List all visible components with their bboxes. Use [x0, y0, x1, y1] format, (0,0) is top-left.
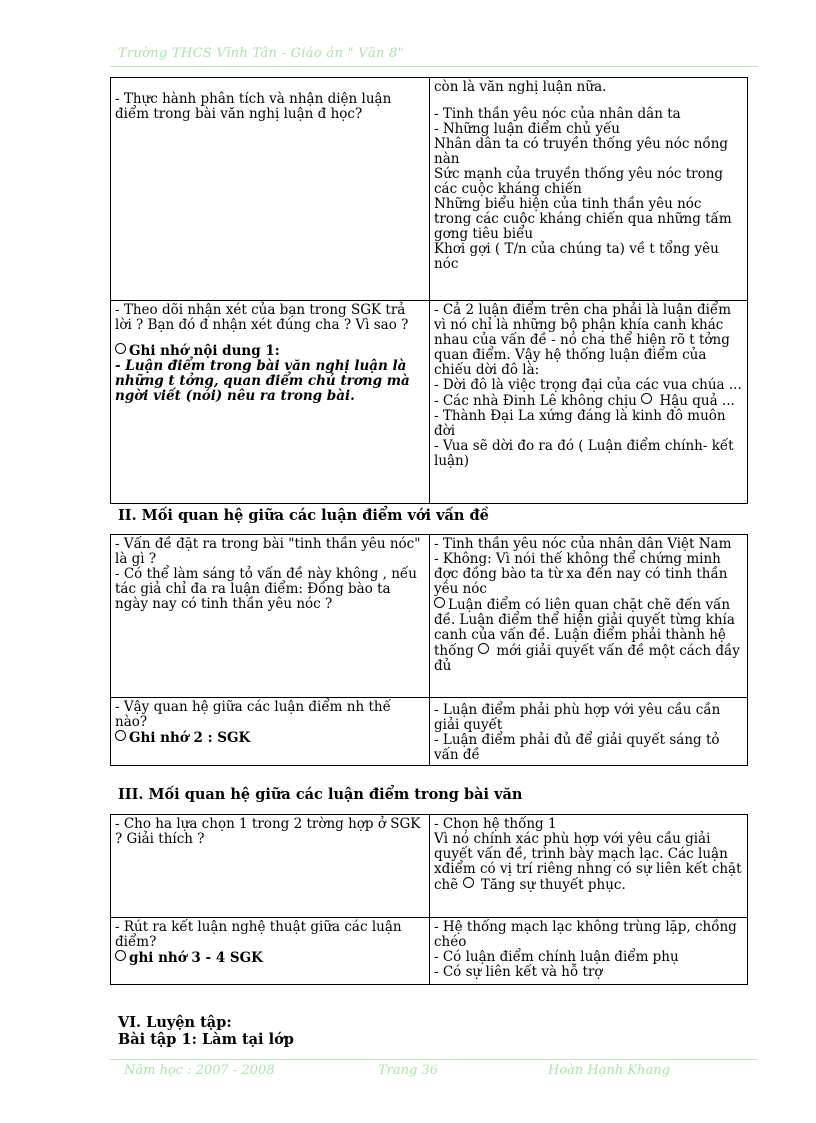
footer-page: Trang 36 — [378, 1063, 439, 1078]
table2-right-b — [430, 698, 748, 766]
circle-bullet-icon — [115, 343, 126, 354]
table3-right-b — [430, 918, 748, 985]
answer-line: - Có luận điểm chính luận điểm phụ — [434, 949, 679, 965]
answer-line: - Không: Vì nói thế không thể chứng minh đợc đồng bào ta từ xa đến nay có tinh thần yêu nóc — [434, 551, 728, 597]
answer-line: còn là văn nghị luận nữa. — [434, 79, 607, 95]
table3-left-a — [111, 815, 430, 918]
answer-line: Sức mạnh của truyền thống yêu nóc trong các cuộc kháng chiến — [434, 166, 724, 197]
answer-line: - Cả 2 luận điểm trên cha phải là luận điểm vì nó chỉ là những bộ phận khía canh khác nhau của vấn đề - nó cha thể hiện rõ t tởng quan điểm. Vậy hệ thống luận điểm của chiếu dời đô là: — [434, 302, 732, 378]
answer-line: - Luận điểm phải đủ để giải quyết sáng tỏ vấn đề — [434, 732, 720, 763]
practice-heading: VI. Luyện tập: — [118, 1014, 232, 1031]
question-text: - Theo dõi nhận xét của bạn trong SGK trả lời ? Bạn đó đ nhận xét đúng cha ? Vì sao ? — [115, 302, 409, 333]
footer-rule — [110, 1059, 758, 1060]
answer-line: Khơi gợi ( T/n của chúng ta) về t tổng yêu nóc — [434, 241, 719, 272]
section-3-heading: III. Mối quan hệ giữa các luận điểm trong bài văn — [118, 786, 523, 803]
answer-line: - Tinh thần yêu nóc của nhân dân ta — [434, 106, 681, 122]
answer-line: - Luận điểm phải phù hợp với yêu cầu cần giải quyết — [434, 702, 721, 733]
table1-right-b — [430, 301, 748, 504]
exercise-title: Bài tập 1: Làm tại lớp — [118, 1031, 294, 1048]
answer-line: Những biểu hiện của tinh thần yêu nóc trong các cuộc kháng chiến qua những tấm gơng tiêu biểu — [434, 196, 732, 242]
table-1 — [110, 77, 748, 504]
circle-bullet-icon — [478, 643, 489, 654]
circle-bullet-icon — [463, 877, 474, 888]
answer-line: - Thành Đại La xứng đáng là kinh đô muôn đời — [434, 408, 726, 439]
footer-year: Năm học : 2007 - 2008 — [124, 1063, 275, 1078]
question-text: - Vậy quan hệ giữa các luận điểm nh thế nào? — [115, 699, 391, 730]
answer-line: Luận điểm có liên quan chặt chẽ đến vấn đề. Luận điểm thể hiện giải quyết từng khía canh của vấn đề. Luận điểm phải thành hệ thống mới giải quyết vấn đề một cách đầy đủ — [434, 597, 740, 674]
question-text: - Thực hành phân tích và nhận diện luận điểm trong bài văn nghị luận đ học? — [115, 91, 392, 122]
table3-left-b — [111, 918, 430, 985]
note-title: Ghi nhớ 2 : SGK — [115, 730, 425, 746]
answer-line: - Chọn hệ thống 1 — [434, 816, 557, 832]
section-2-heading: II. Mối quan hệ giữa các luận điểm với vấn đề — [118, 507, 489, 524]
table-2 — [110, 534, 748, 766]
table2-left-b — [111, 698, 430, 766]
answer-line: - Tinh thần yêu nóc của nhân dân Việt Nam — [434, 536, 732, 552]
question-text: - Vấn đề đặt ra trong bài "tinh thần yêu nóc" là gì ? — [115, 536, 421, 567]
note-title: ghi nhớ 3 - 4 SGK — [115, 950, 425, 966]
page-header: Trường THCS Vĩnh Tân - Giáo án " Văn 8" — [118, 46, 404, 61]
answer-line: - Dời đô là việc trọng đại của các vua chúa ... — [434, 377, 742, 393]
answer-line: - Những luận điểm chủ yếu — [434, 121, 620, 137]
header-rule — [110, 66, 758, 67]
question-text: - Cho ha lựa chọn 1 trong 2 trờng hợp ở SGK ? Giải thích ? — [115, 816, 421, 847]
table2-right-a — [430, 535, 748, 698]
footer-author: Hoàn Hạnh Khang — [548, 1063, 670, 1078]
circle-bullet-icon — [115, 730, 126, 741]
answer-line: - Có sự liên kết và hỗ trợ — [434, 964, 603, 980]
table1-left-a — [111, 78, 430, 301]
circle-bullet-icon — [434, 597, 445, 608]
circle-bullet-icon — [115, 950, 126, 961]
answer-line: Vì nó chính xác phù hợp với yêu cầu giải quyết vấn đề, trình bày mạch lạc. Các luận xđiểm có vị trí riêng nhng có sự liên kết chặt chẽ Tăng sự thuyết phục. — [434, 831, 742, 893]
note-title: Ghi nhớ nội dung 1: — [115, 343, 425, 359]
circle-bullet-icon — [641, 393, 652, 404]
answer-line: Nhân dân ta có truyền thống yêu nóc nồng nàn — [434, 136, 729, 167]
answer-line: - Các nhà Đinh Lê không chịu Hậu quả ... — [434, 393, 735, 409]
question-text: - Rút ra kết luận nghệ thuật giữa các luận điểm? — [115, 919, 402, 950]
note-body: - Luận điểm trong bài văn nghị luận là những t tởng, quan điểm chủ trơng mà ngời viết (nói) nêu ra trong bài. — [115, 358, 410, 404]
answer-line: - Vua sẽ dời đo ra đó ( Luận điểm chính- kết luận) — [434, 438, 734, 469]
table3-right-a — [430, 815, 748, 918]
table-3 — [110, 814, 748, 985]
table1-right-a — [430, 78, 748, 301]
answer-line: - Hệ thống mạch lạc không trùng lặp, chồng chéo — [434, 919, 737, 950]
table2-left-a — [111, 535, 430, 698]
question-text: - Có thể làm sáng tỏ vấn đề này không , nếu tác giả chỉ đa ra luận điểm: Đồng bào ta ngày nay có tinh thần yêu nóc ? — [115, 566, 417, 612]
table1-left-b — [111, 301, 430, 504]
